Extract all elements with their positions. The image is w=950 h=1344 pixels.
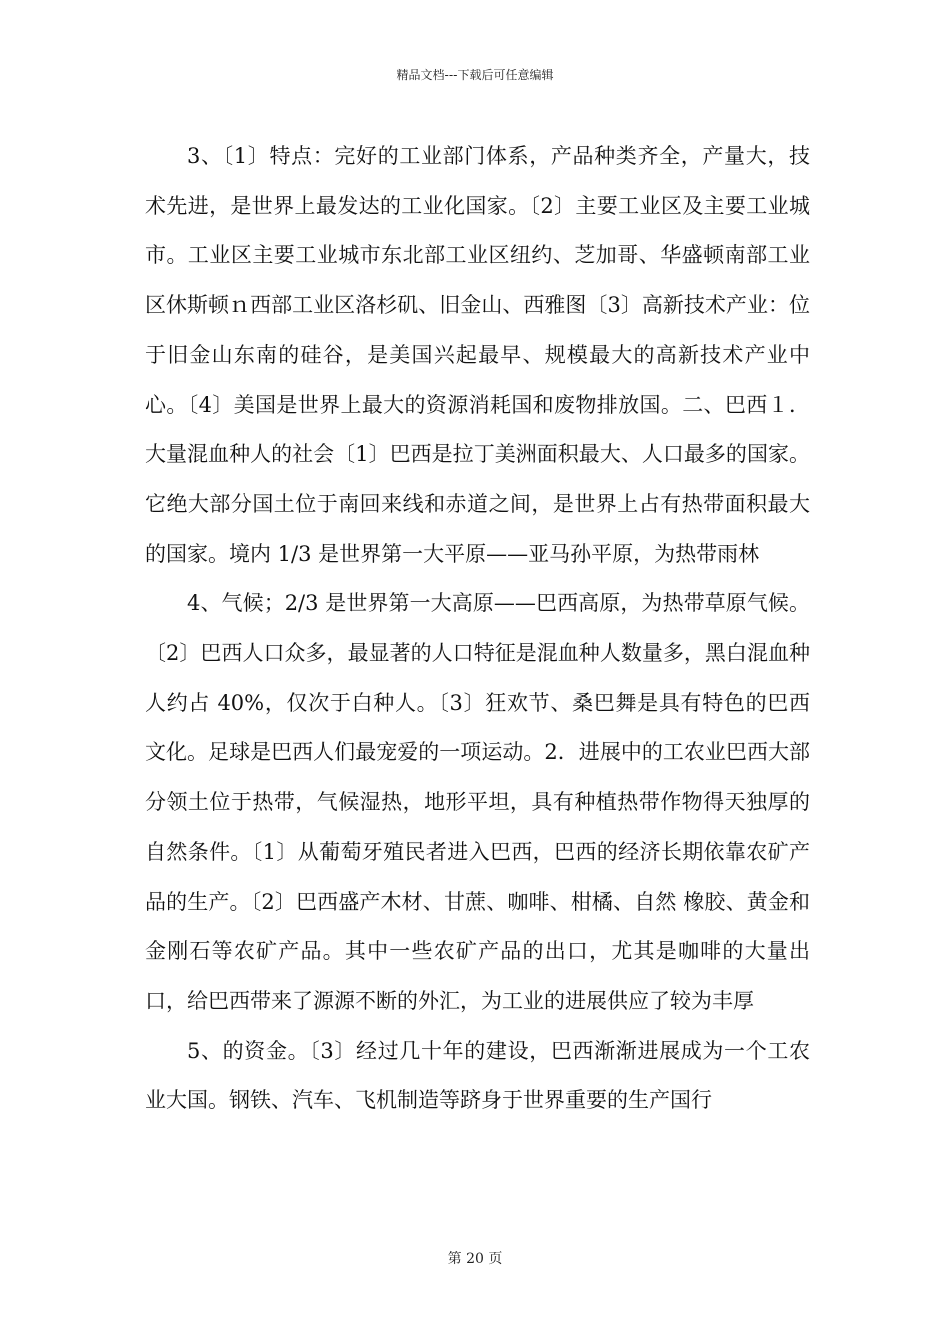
page-number: 第 20 页: [447, 1251, 503, 1267]
paragraph-1: 3、〔1〕特点：完好的工业部门体系，产品种类齐全，产量大，技术先进，是世界上最发达的工业化国家。〔2〕主要工业区及主要工业城市。工业区主要工业城市东北部工业区纽约、芝加哥、华盛顿南部工业区休斯顿ｎ西部工业区洛杉矶、旧金山、西雅图〔3〕高新技术产业：位于旧金山东南的硅谷，是美国兴起最早、规模最大的高新技术产业中心。〔4〕美国是世界上最大的资源消耗国和废物排放国。二、巴西１．大量混血种人的社会〔1〕巴西是拉丁美洲面积最大、人口最多的国家。它绝大部分国土位于南回来线和赤道之间，是世界上占有热带面积最大的国家。境内 1/3 是世界第一大平原——亚马孙平原，为热带雨林: [145, 144, 810, 566]
paragraph-3: 5、的资金。〔3〕经过几十年的建设，巴西渐渐进展成为一个工农业大国。钢铁、汽车、飞机制造等跻身于世界重要的生产国行: [145, 1038, 810, 1113]
paragraph-2: 4、气候；2/3 是世界第一大高原——巴西高原，为热带草原气候。〔2〕巴西人口众多，最显著的人口特征是混血种人数量多，黑白混血种人约占 40%，仅次于白种人。〔3〕狂欢节、桑巴舞是具有特色的巴西文化。足球是巴西人们最宠爱的一项运动。2．进展中的工农业巴西大部分领土位于热带，气候湿热，地形平坦，具有种植热带作物得天独厚的自然条件。〔1〕从葡萄牙殖民者进入巴西，巴西的经济长期依靠农矿产品的生产。〔2〕巴西盛产木材、甘蔗、咖啡、柑橘、自然 橡胶、黄金和金刚石等农矿产品。其中一些农矿产品的出口，尤其是咖啡的大量出口，给巴西带来了源源不断的外汇，为工业的进展供应了较为丰厚: [145, 591, 810, 1013]
document-body: [145, 132, 810, 1126]
page-header: 精品文档---下载后可任意编辑: [396, 68, 554, 82]
